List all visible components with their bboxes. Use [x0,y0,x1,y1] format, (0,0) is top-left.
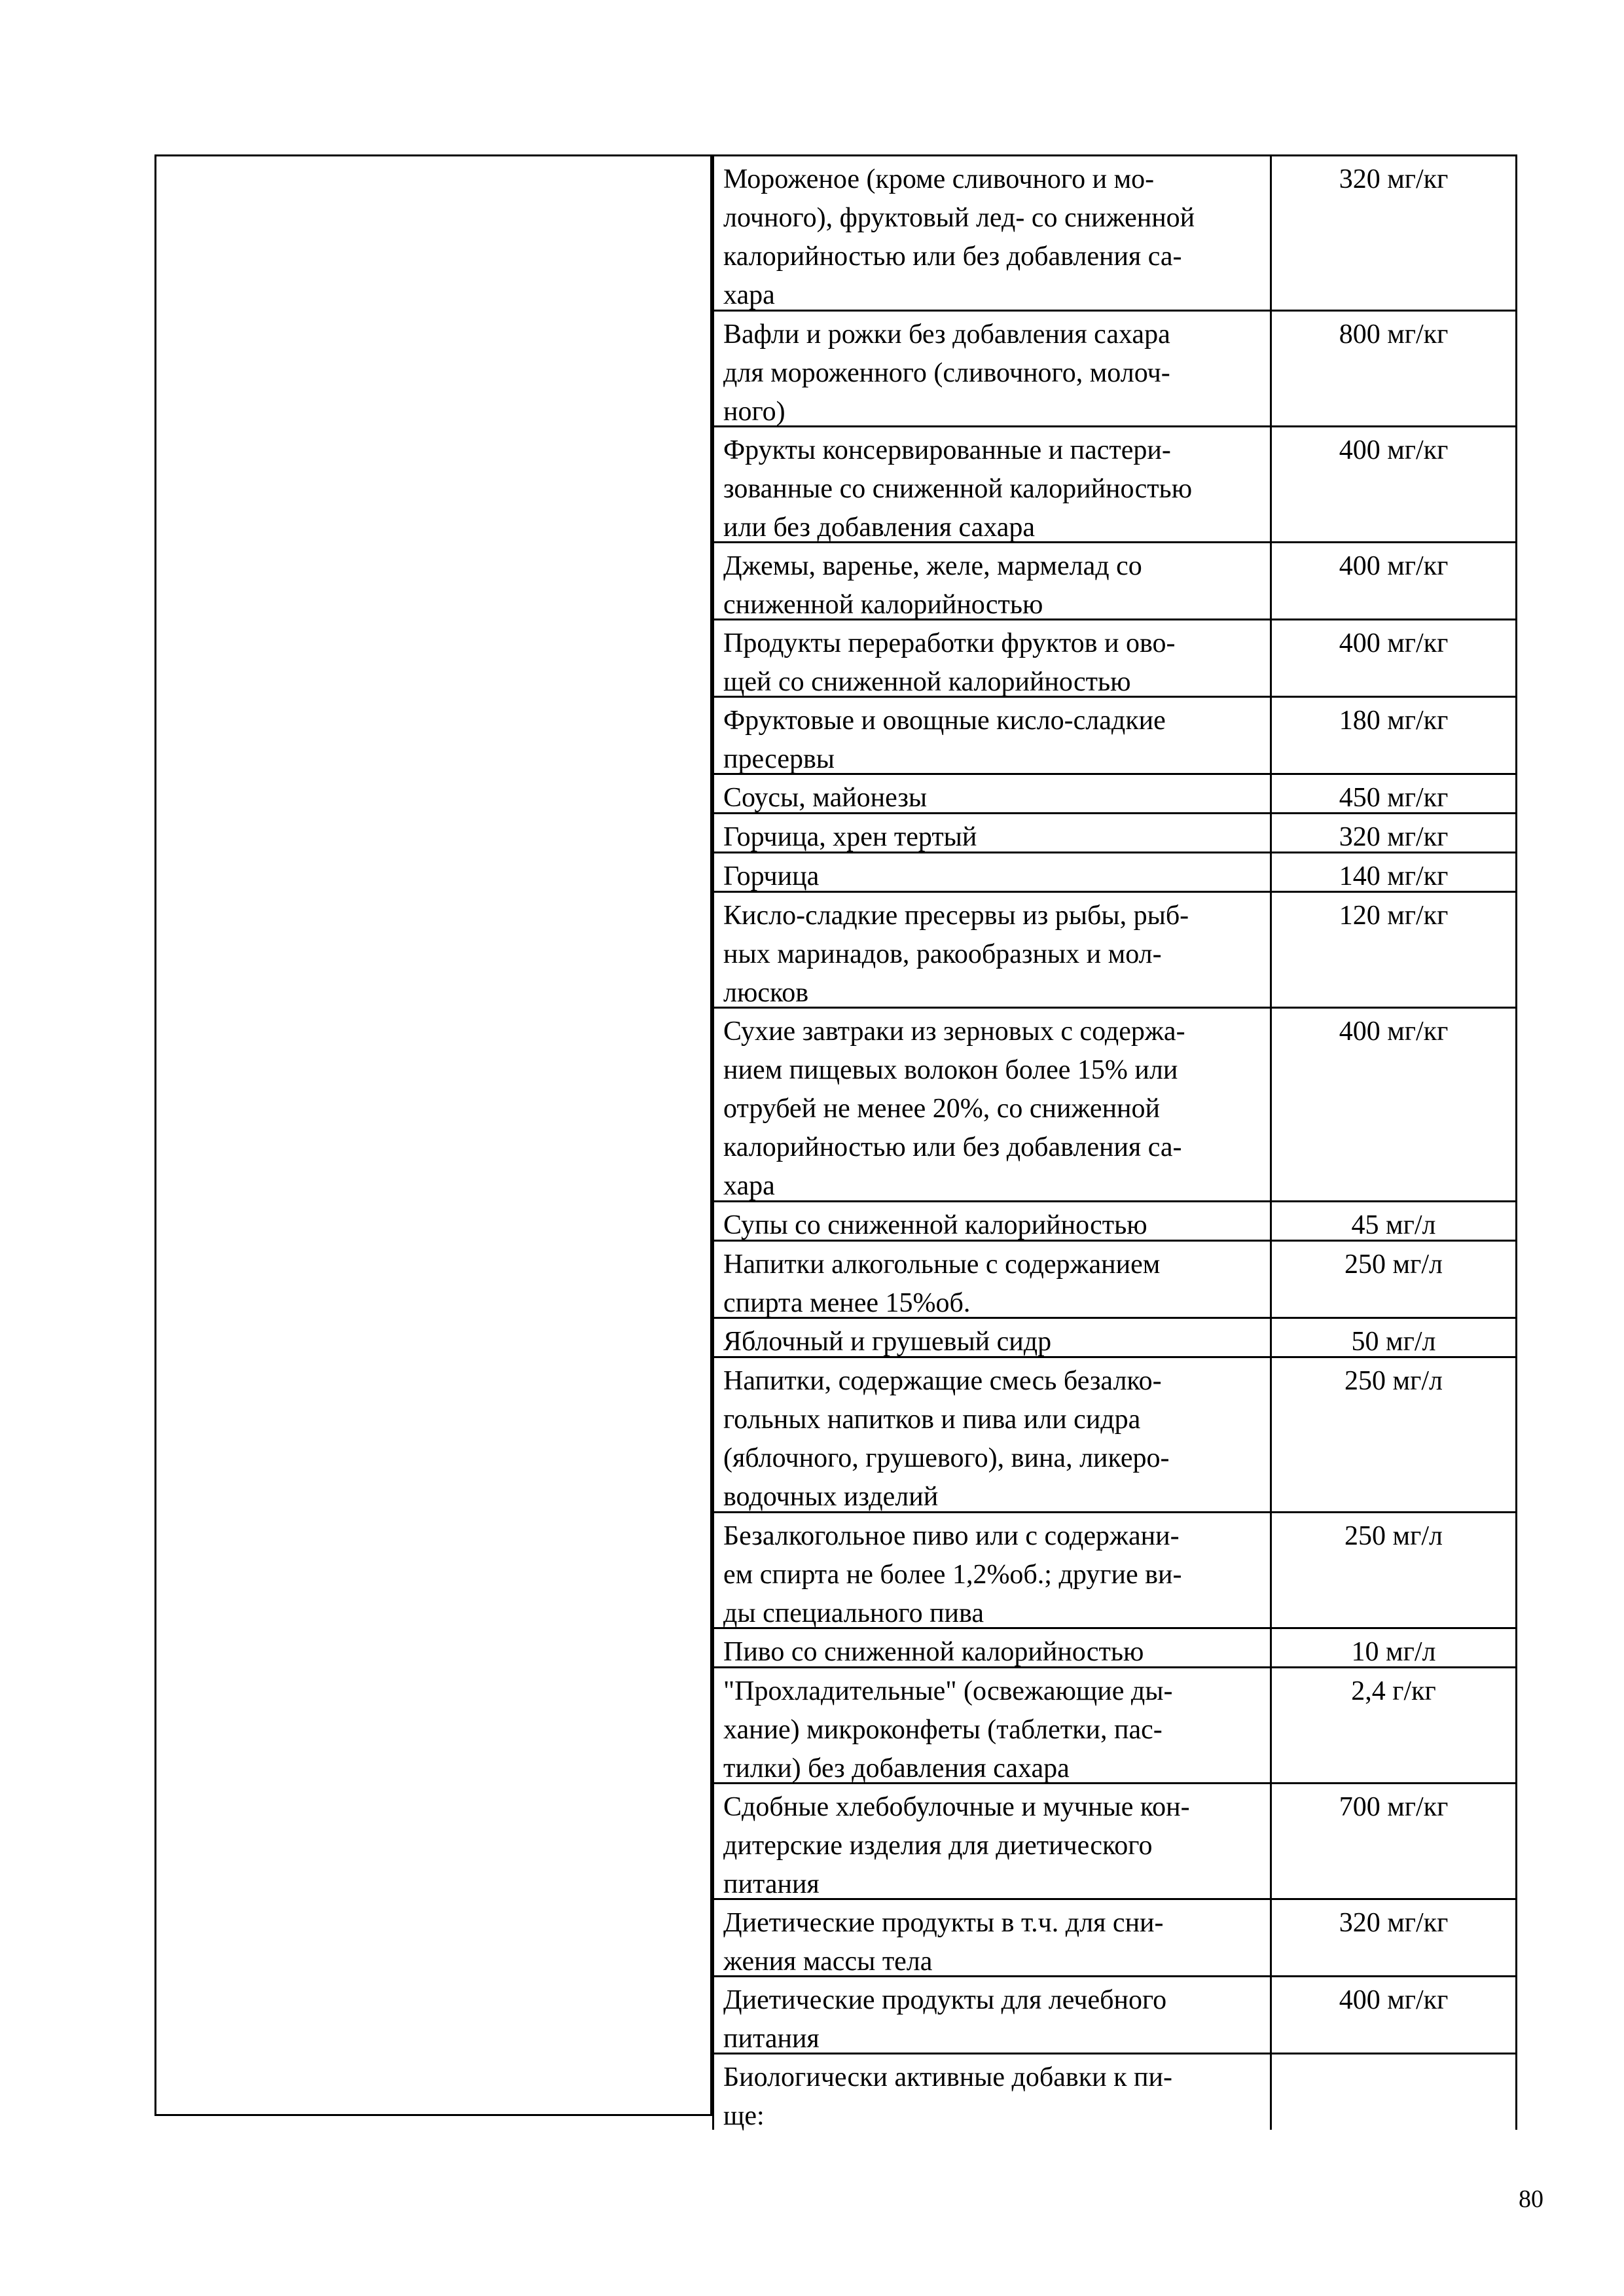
product-name-cell: Вафли и рожки без добавления сахара для мороженного (сливочного, молоч- ного) [714,312,1272,425]
product-name-cell: Кисло-сладкие пресервы из рыбы, рыб- ных маринадов, ракообразных и мол- люсков [714,893,1272,1007]
product-name-cell: Пиво со сниженной калорийностью [714,1629,1272,1666]
product-name-cell: Диетические продукты для лечебного питания [714,1977,1272,2053]
max-level-cell: 450 мг/кг [1339,783,1449,813]
max-level-cell: 10 мг/л [1351,1637,1436,1667]
table-row [712,891,1517,1007]
table-row [712,154,1517,310]
table-row [712,1666,1517,1782]
table-row [712,1356,1517,1511]
product-name-cell: Биологически активные добавки к пи- ще: [714,2054,1272,2130]
max-level-cell: 250 мг/л [1344,1249,1443,1280]
max-level-cell: 700 мг/кг [1339,1792,1449,1822]
table-row [712,1007,1517,1200]
max-level-cell: 320 мг/кг [1339,1908,1449,1938]
table-row [712,1627,1517,1666]
max-level-cell: 250 мг/л [1344,1521,1443,1551]
product-name-cell: Горчица [714,853,1272,891]
table-row [712,696,1517,773]
product-name-cell: Супы со сниженной калорийностью [714,1202,1272,1240]
table-left-column [154,154,712,2116]
product-name-cell: "Прохладительные" (освежающие ды- хание) микроконфеты (таблетки, пас- тилки) без добавления сахара [714,1668,1272,1782]
max-level-cell: 400 мг/кг [1339,1985,1449,2015]
table-row [712,1898,1517,1975]
table-row [712,541,1517,619]
max-level-cell [1272,2054,1515,2130]
max-level-cell: 400 мг/кг [1339,1016,1449,1047]
document-table [154,154,1517,2131]
table-row [712,812,1517,852]
table-row [712,1317,1517,1356]
max-level-cell: 400 мг/кг [1339,435,1449,465]
table-row [712,1511,1517,1627]
table-row [712,773,1517,812]
product-name-cell: Напитки, содержащие смесь безалко- гольных напитков и пива или сидра (яблочного, грушевого), вина, ликеро- водочных изделий [714,1358,1272,1511]
page-number: 80 [1519,2185,1543,2213]
max-level-cell: 140 мг/кг [1339,861,1449,891]
table-row [712,852,1517,891]
max-level-cell: 50 мг/л [1351,1327,1436,1357]
table-row [712,619,1517,696]
product-name-cell: Фрукты консервированные и пастери- зованные со сниженной калорийностью или без добавления сахара [714,427,1272,541]
product-name-cell: Джемы, варенье, желе, мармелад со сниженной калорийностью [714,543,1272,619]
table-row [712,310,1517,425]
table-row [712,425,1517,541]
table-row [712,2053,1517,2130]
product-name-cell: Диетические продукты в т.ч. для сни- жения массы тела [714,1900,1272,1975]
product-name-cell: Напитки алкогольные с содержанием спирта менее 15%об. [714,1242,1272,1317]
product-name-cell: Мороженое (кроме сливочного и мо- лочного), фруктовый лед- со сниженной калорийностью или без добавления са- хара [714,156,1272,310]
max-level-cell: 180 мг/кг [1339,706,1449,736]
table-row [712,1782,1517,1898]
table-row [712,1975,1517,2053]
max-level-cell: 400 мг/кг [1339,551,1449,581]
max-level-cell: 320 мг/кг [1339,822,1449,852]
max-level-cell: 250 мг/л [1344,1366,1443,1396]
max-level-cell: 320 мг/кг [1339,164,1449,194]
product-name-cell: Яблочный и грушевый сидр [714,1319,1272,1356]
table-row [712,1200,1517,1240]
max-level-cell: 45 мг/л [1351,1210,1436,1240]
table-rows [712,154,1517,2130]
max-level-cell: 120 мг/кг [1339,901,1449,931]
product-name-cell: Продукты переработки фруктов и ово- щей со сниженной калорийностью [714,620,1272,696]
max-level-cell: 2,4 г/кг [1351,1676,1436,1706]
product-name-cell: Фруктовые и овощные кисло-сладкие пресервы [714,698,1272,773]
max-level-cell: 800 мг/кг [1339,319,1449,350]
table-row [712,1240,1517,1317]
product-name-cell: Безалкогольное пиво или с содержани- ем спирта не более 1,2%об.; другие ви- ды специального пива [714,1513,1272,1627]
product-name-cell: Соусы, майонезы [714,775,1272,812]
product-name-cell: Сухие завтраки из зерновых с содержа- нием пищевых волокон более 15% или отрубей не менее 20%, со сниженной калорийностью или без добавления са- хара [714,1009,1272,1200]
max-level-cell: 400 мг/кг [1339,628,1449,658]
product-name-cell: Сдобные хлебобулочные и мучные кон- дитерские изделия для диетического питания [714,1784,1272,1898]
product-name-cell: Горчица, хрен тертый [714,814,1272,852]
